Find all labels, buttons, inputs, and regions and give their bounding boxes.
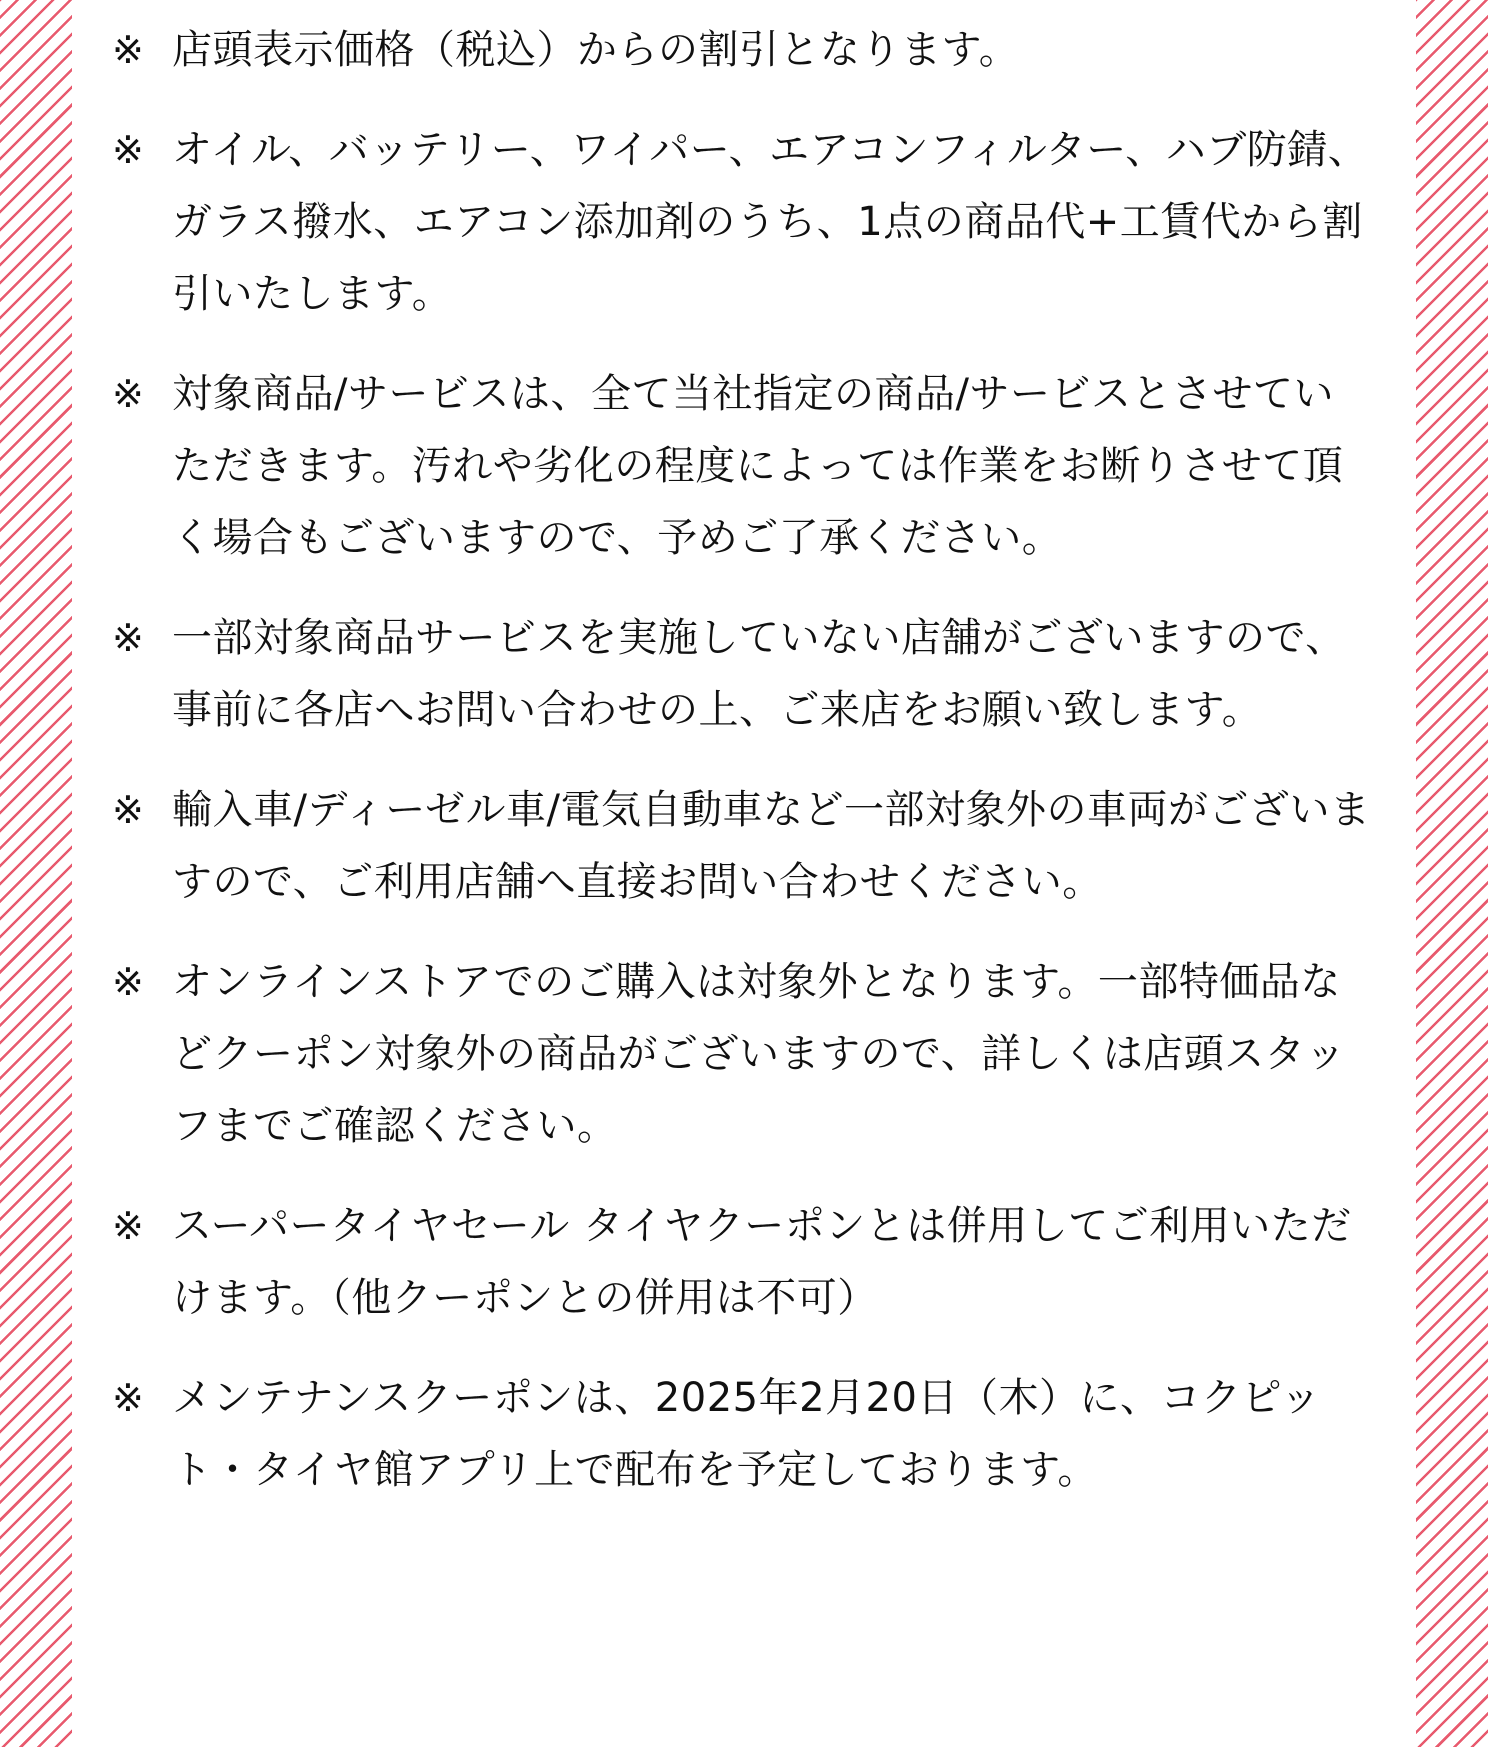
note-text: 店頭表示価格（税込）からの割引となります。 xyxy=(172,27,1020,73)
note-item xyxy=(112,114,1374,330)
note-item xyxy=(112,14,1374,86)
note-text: 一部対象商品サービスを実施していない店舗がございますので、事前に各店へお問い合わせの上、ご来店をお願い致します。 xyxy=(172,615,1346,733)
note-mark: ※ xyxy=(112,788,144,832)
note-text: 対象商品/サービスは、全て当社指定の商品/サービスとさせていただきます。汚れや劣化の程度によっては作業をお断りさせて頂く場合もございますので、予めご了承ください。 xyxy=(172,371,1344,561)
note-mark: ※ xyxy=(112,616,144,660)
note-text: メンテナンスクーポンは、2025年2月20日（木）に、コクピット・タイヤ館アプリ上で配布を予定しております。 xyxy=(172,1375,1321,1493)
note-item xyxy=(112,946,1374,1162)
note-text: スーパータイヤセール タイヤクーポンとは併用してご利用いただけます。（他クーポンとの併用は不可） xyxy=(172,1203,1352,1321)
notes-list xyxy=(112,14,1374,1534)
note-text: オンラインストアでのご購入は対象外となります。一部特価品などクーポン対象外の商品がございますので、詳しくは店頭スタッフまでご確認ください。 xyxy=(172,959,1346,1149)
note-item xyxy=(112,602,1374,746)
left-striped-border xyxy=(0,0,72,1747)
note-text: オイル、バッテリー、ワイパー、エアコンフィルター、ハブ防錆、ガラス撥水、エアコン添加剤のうち、1点の商品代+工賃代から割引いたします。 xyxy=(172,127,1369,317)
note-mark: ※ xyxy=(112,1204,144,1248)
note-mark: ※ xyxy=(112,1376,144,1420)
note-mark: ※ xyxy=(112,128,144,172)
right-striped-border xyxy=(1416,0,1488,1747)
note-item xyxy=(112,1190,1374,1334)
note-mark: ※ xyxy=(112,372,144,416)
note-item xyxy=(112,1362,1374,1506)
note-mark: ※ xyxy=(112,960,144,1004)
note-item xyxy=(112,774,1374,918)
note-item xyxy=(112,358,1374,574)
note-text: 輸入車/ディーゼル車/電気自動車など一部対象外の車両がございますので、ご利用店舗へ直接お問い合わせください。 xyxy=(172,787,1371,905)
note-mark: ※ xyxy=(112,28,144,72)
